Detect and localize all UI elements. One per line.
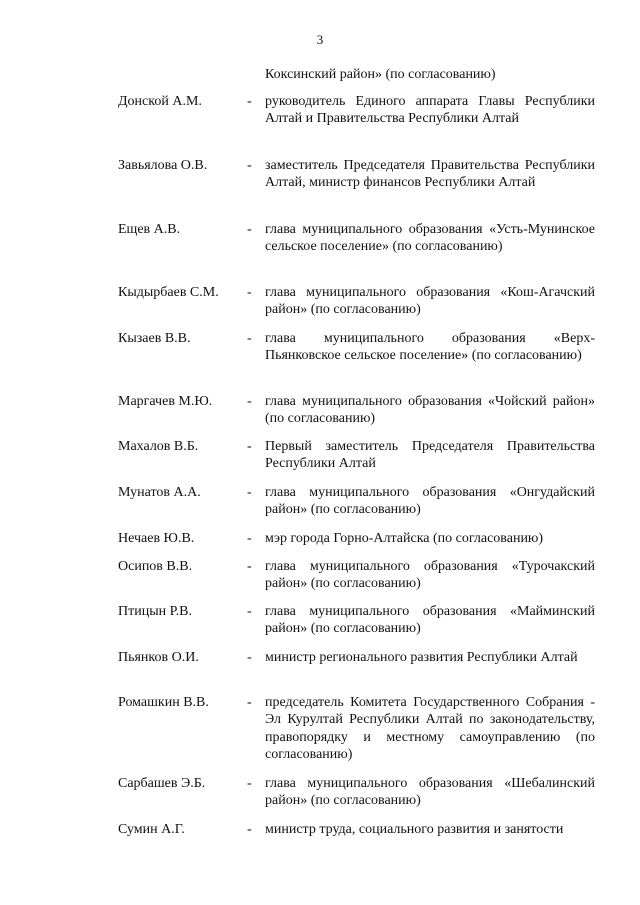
member-name: Кыдырбаев С.М.: [118, 285, 219, 300]
member-name: Осипов В.В.: [118, 559, 193, 574]
member-name: Завьялова О.В.: [118, 158, 208, 173]
separator-dash: -: [247, 604, 252, 619]
member-position: глава муниципального образования «Турочакский район» (по согласованию): [265, 559, 595, 592]
separator-dash: -: [247, 822, 252, 837]
member-name: Птицын Р.В.: [118, 604, 192, 619]
member-position: глава муниципального образования «Шебалинский район» (по согласованию): [265, 776, 595, 809]
continuation-text: Коксинский район» (по согласованию): [265, 67, 496, 82]
member-position: Первый заместитель Председателя Правительства Республики Алтай: [265, 439, 595, 472]
separator-dash: -: [247, 559, 252, 574]
member-name: Сарбашев Э.Б.: [118, 776, 206, 791]
member-position: глава муниципального образования «Усть-Мунинское сельское поселение» (по согласованию): [265, 222, 595, 255]
separator-dash: -: [247, 531, 252, 546]
member-name: Сумин А.Г.: [118, 822, 185, 837]
member-position: глава муниципального образования «Верх-Пьянковское сельское поселение» (по согласованию): [265, 331, 595, 364]
separator-dash: -: [247, 94, 252, 109]
member-position: председатель Комитета Государственного Собрания - Эл Курултай Республики Алтай по законодательству, правопорядку и местному самоуправлению (по согласованию): [265, 695, 595, 763]
member-name: Нечаев Ю.В.: [118, 531, 195, 546]
member-name: Маргачев М.Ю.: [118, 394, 213, 409]
separator-dash: -: [247, 331, 252, 346]
page-number: 3: [316, 32, 324, 47]
member-position: министр труда, социального развития и занятости: [265, 822, 564, 837]
separator-dash: -: [247, 650, 252, 665]
member-name: Ещев А.В.: [118, 222, 181, 237]
separator-dash: -: [247, 285, 252, 300]
member-position: глава муниципального образования «Онгудайский район» (по согласованию): [265, 485, 595, 518]
member-name: Кызаев В.В.: [118, 331, 191, 346]
separator-dash: -: [247, 776, 252, 791]
separator-dash: -: [247, 485, 252, 500]
member-name: Пьянков О.И.: [118, 650, 199, 665]
separator-dash: -: [247, 394, 252, 409]
member-name: Донской А.М.: [118, 94, 202, 109]
member-position: руководитель Единого аппарата Главы Республики Алтай и Правительства Республики Алтай: [265, 94, 595, 127]
separator-dash: -: [247, 695, 252, 710]
member-position: глава муниципального образования «Чойский район» (по согласованию): [265, 394, 595, 427]
member-position: заместитель Председателя Правительства Республики Алтай, министр финансов Республики Алтай: [265, 158, 595, 191]
separator-dash: -: [247, 439, 252, 454]
member-position: глава муниципального образования «Кош-Агачский район» (по согласованию): [265, 285, 595, 318]
member-name: Ромашкин В.В.: [118, 695, 209, 710]
member-name: Мунатов А.А.: [118, 485, 201, 500]
member-position: глава муниципального образования «Майминский район» (по согласованию): [265, 604, 595, 637]
member-name: Махалов В.Б.: [118, 439, 199, 454]
separator-dash: -: [247, 222, 252, 237]
separator-dash: -: [247, 158, 252, 173]
member-position: мэр города Горно-Алтайска (по согласованию): [265, 531, 544, 546]
member-position: министр регионального развития Республики Алтай: [265, 650, 578, 665]
